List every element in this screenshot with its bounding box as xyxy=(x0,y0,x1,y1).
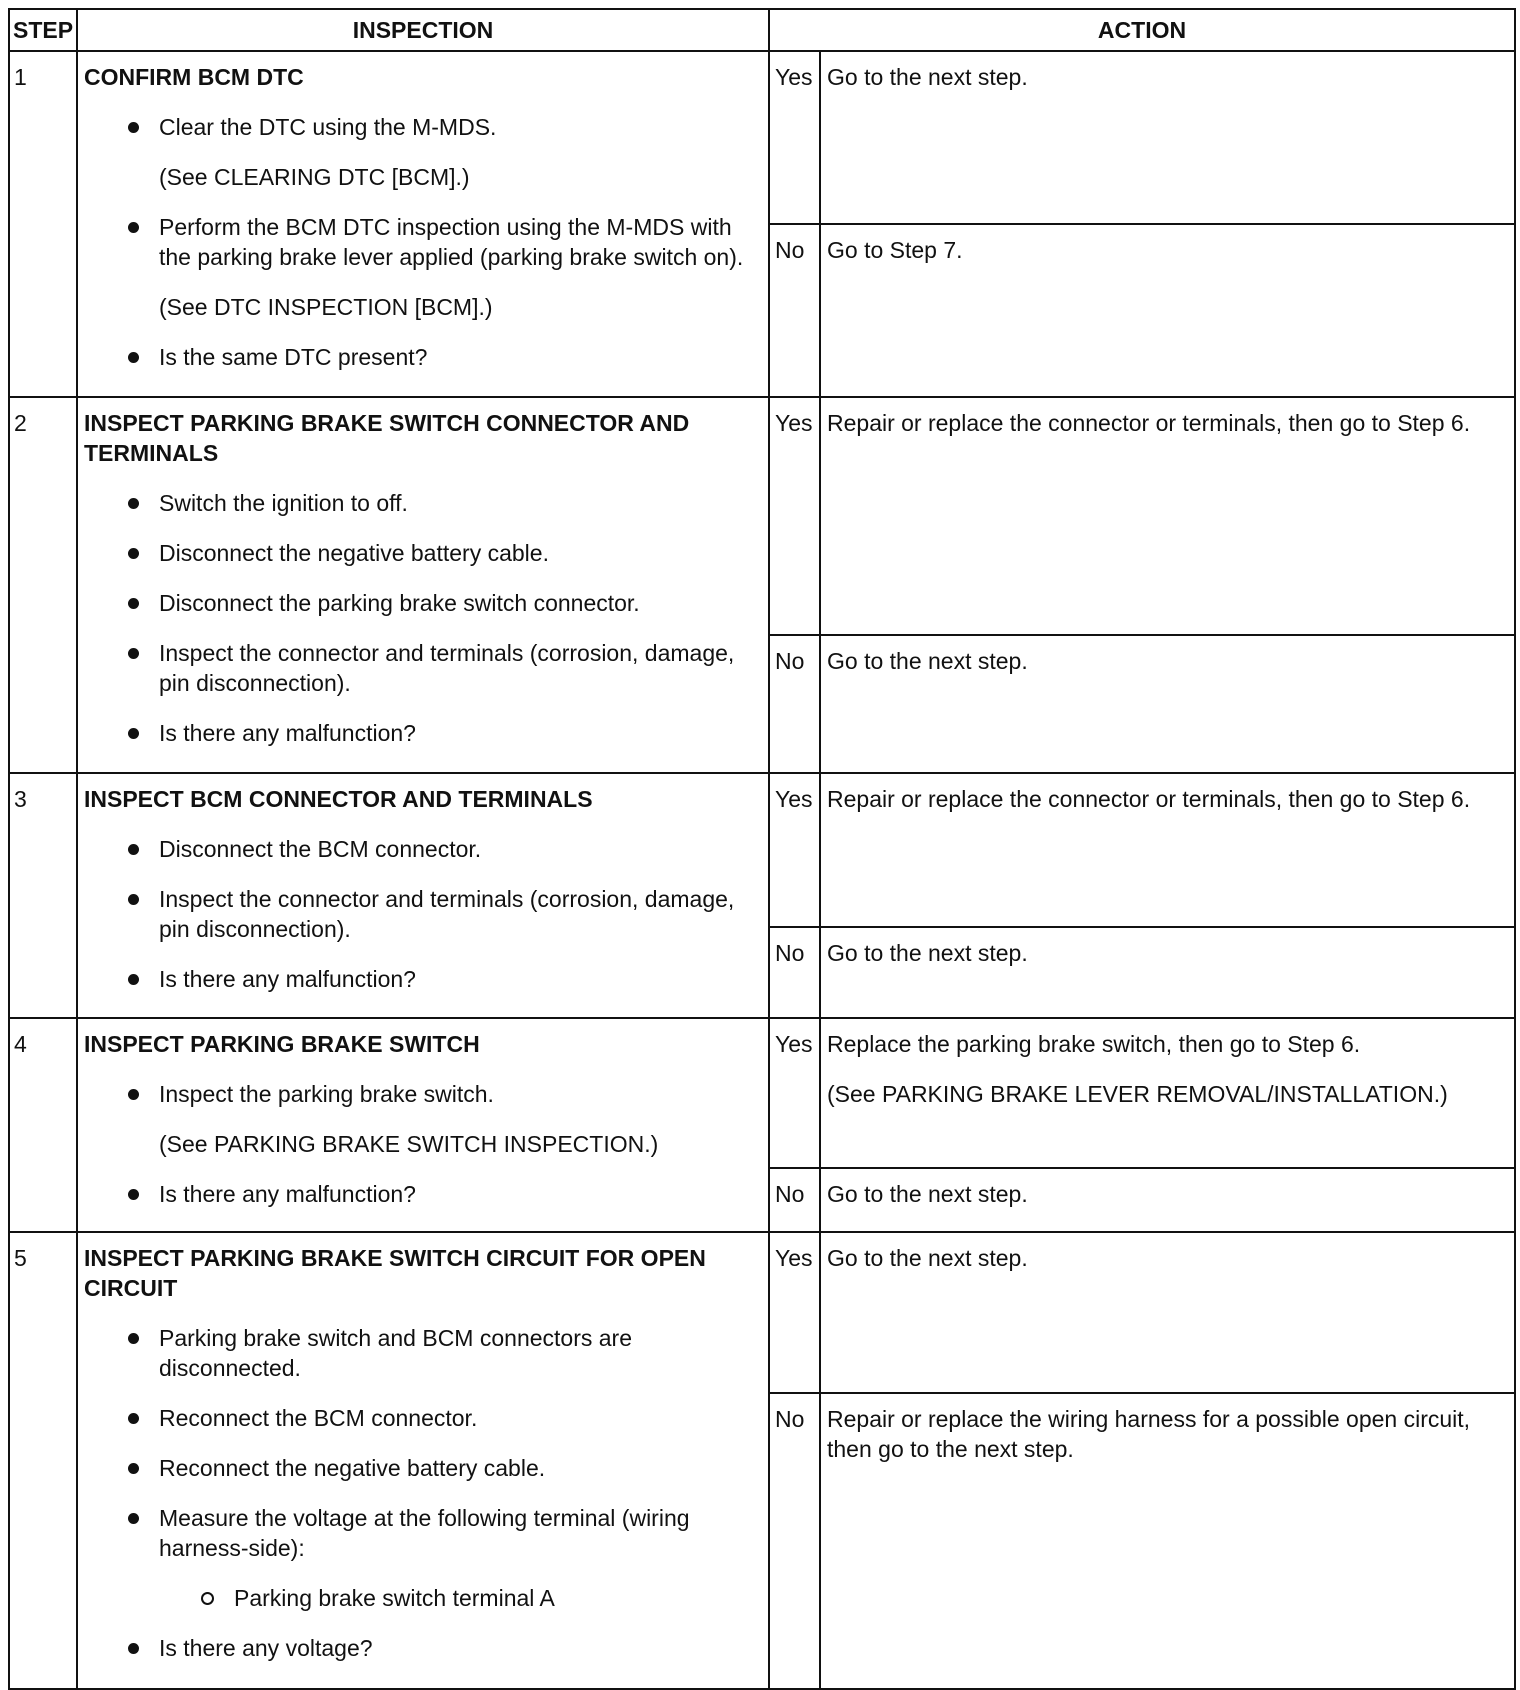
bullet-icon xyxy=(128,1333,139,1344)
bullet-item xyxy=(84,1179,760,1209)
bullet-item xyxy=(84,488,760,518)
bullet-item xyxy=(84,1503,760,1563)
yes-label: Yes xyxy=(769,1232,820,1393)
step-4-yes-row xyxy=(9,1018,1515,1168)
bullet-text: Disconnect the BCM connector. xyxy=(159,835,482,862)
yes-action xyxy=(820,1232,1515,1393)
bullet-item xyxy=(84,342,760,372)
bullet-icon xyxy=(128,1513,139,1524)
inspection-cell xyxy=(77,1232,769,1689)
bullet-icon xyxy=(128,1189,139,1200)
no-label: No xyxy=(769,927,820,1018)
bullet-icon xyxy=(128,1413,139,1424)
action-text: Go to the next step. xyxy=(827,1180,1028,1207)
yes-label: Yes xyxy=(769,773,820,927)
action-text: (See PARKING BRAKE LEVER REMOVAL/INSTALLATION.) xyxy=(827,1080,1448,1107)
bullet-item xyxy=(84,1323,760,1383)
header-step: STEP xyxy=(9,9,77,51)
step-number: 3 xyxy=(9,773,77,1018)
inspection-cell xyxy=(77,51,769,397)
bullet-icon xyxy=(128,352,139,363)
bullet-text: Clear the DTC using the M-MDS. xyxy=(159,114,497,140)
bullet-item xyxy=(84,884,760,944)
bullet-text: Parking brake switch and BCM connectors are disconnected. xyxy=(159,1324,632,1381)
yes-action xyxy=(820,397,1515,635)
bullet-text: Switch the ignition to off. xyxy=(159,489,408,516)
no-label: No xyxy=(769,1393,820,1689)
step-2-yes-row xyxy=(9,397,1515,635)
bullet-text: Inspect the connector and terminals (corrosion, damage, pin disconnection). xyxy=(159,639,735,696)
bullet-text: Is there any malfunction? xyxy=(159,1180,416,1207)
bullet-icon xyxy=(128,122,139,133)
yes-action xyxy=(820,1018,1515,1168)
bullet-icon xyxy=(128,1463,139,1474)
bullet-item xyxy=(84,964,760,994)
yes-label: Yes xyxy=(769,51,820,224)
step-title: INSPECT PARKING BRAKE SWITCH CONNECTOR AND TERMINALS xyxy=(84,409,690,466)
bullet-item xyxy=(84,1453,760,1483)
step-title: CONFIRM BCM DTC xyxy=(84,64,304,90)
bullet-text: Inspect the parking brake switch. xyxy=(159,1080,494,1107)
bullet-text: Is there any voltage? xyxy=(159,1634,373,1661)
bullet-icon xyxy=(128,222,139,233)
header-row xyxy=(9,9,1515,51)
no-action xyxy=(820,224,1515,396)
sub-bullet-item xyxy=(84,1583,760,1613)
step-number: 1 xyxy=(9,51,77,397)
bullet-item xyxy=(84,1633,760,1663)
action-text: Go to Step 7. xyxy=(827,237,963,264)
reference-note: (See DTC INSPECTION [BCM].) xyxy=(159,294,493,320)
bullet-item xyxy=(84,1403,760,1433)
step-number: 5 xyxy=(9,1232,77,1689)
yes-label: Yes xyxy=(769,397,820,635)
bullet-text: Disconnect the negative battery cable. xyxy=(159,539,549,566)
action-text: Repair or replace the connector or terminals, then go to Step 6. xyxy=(827,785,1471,812)
bullet-icon xyxy=(128,598,139,609)
diagnostic-procedure-table xyxy=(8,8,1516,1690)
yes-action xyxy=(820,773,1515,927)
header-action: ACTION xyxy=(769,9,1515,51)
step-title: INSPECT PARKING BRAKE SWITCH xyxy=(84,1030,480,1057)
bullet-text: Is there any malfunction? xyxy=(159,719,416,746)
bullet-item xyxy=(84,538,760,568)
step-5-yes-row xyxy=(9,1232,1515,1393)
bullet-icon xyxy=(128,648,139,659)
bullet-text: Perform the BCM DTC inspection using the M-MDS with the parking brake lever applied (parking brake switch on). xyxy=(159,214,744,270)
inspection-cell xyxy=(77,397,769,773)
reference-note: (See CLEARING DTC [BCM].) xyxy=(159,164,470,190)
no-action xyxy=(820,1168,1515,1232)
action-text: Repair or replace the connector or terminals, then go to Step 6. xyxy=(827,409,1471,436)
no-action xyxy=(820,635,1515,773)
bullet-icon xyxy=(128,728,139,739)
step-title: INSPECT BCM CONNECTOR AND TERMINALS xyxy=(84,785,593,812)
bullet-icon xyxy=(128,974,139,985)
bullet-item xyxy=(84,212,760,272)
step-3-yes-row xyxy=(9,773,1515,927)
header-inspection: INSPECTION xyxy=(77,9,769,51)
action-text: Replace the parking brake switch, then go to Step 6. xyxy=(827,1030,1361,1057)
yes-label: Yes xyxy=(769,1018,820,1168)
bullet-text: Parking brake switch terminal A xyxy=(234,1584,555,1611)
action-text: Repair or replace the wiring harness for a possible open circuit, then go to the next step. xyxy=(827,1406,1471,1463)
bullet-icon xyxy=(128,548,139,559)
step-number: 4 xyxy=(9,1018,77,1232)
bullet-item xyxy=(84,834,760,864)
yes-action xyxy=(820,51,1515,224)
action-text: Go to the next step. xyxy=(827,939,1028,966)
no-label: No xyxy=(769,635,820,773)
inspection-cell xyxy=(77,1018,769,1232)
bullet-text: Reconnect the negative battery cable. xyxy=(159,1454,546,1481)
bullet-icon xyxy=(128,894,139,905)
step-1-yes-row xyxy=(9,51,1515,224)
step-number: 2 xyxy=(9,397,77,773)
bullet-text: Reconnect the BCM connector. xyxy=(159,1404,478,1431)
reference-note: (See PARKING BRAKE SWITCH INSPECTION.) xyxy=(159,1130,659,1157)
bullet-text: Measure the voltage at the following terminal (wiring harness-side): xyxy=(159,1504,690,1561)
bullet-item xyxy=(84,588,760,618)
bullet-item xyxy=(84,638,760,698)
bullet-icon xyxy=(128,1643,139,1654)
no-action xyxy=(820,927,1515,1018)
bullet-text: Is the same DTC present? xyxy=(159,344,428,370)
no-action xyxy=(820,1393,1515,1689)
bullet-item xyxy=(84,112,760,142)
action-text: Go to the next step. xyxy=(827,64,1028,90)
step-title: INSPECT PARKING BRAKE SWITCH CIRCUIT FOR OPEN CIRCUIT xyxy=(84,1244,706,1301)
action-text: Go to the next step. xyxy=(827,1244,1028,1271)
bullet-text: Disconnect the parking brake switch connector. xyxy=(159,589,640,616)
no-label: No xyxy=(769,224,820,396)
bullet-icon xyxy=(128,844,139,855)
bullet-text: Inspect the connector and terminals (corrosion, damage, pin disconnection). xyxy=(159,885,735,942)
action-text: Go to the next step. xyxy=(827,647,1028,674)
bullet-text: Is there any malfunction? xyxy=(159,965,416,992)
bullet-item xyxy=(84,718,760,748)
no-label: No xyxy=(769,1168,820,1232)
inspection-cell xyxy=(77,773,769,1018)
bullet-icon xyxy=(128,498,139,509)
bullet-item xyxy=(84,1079,760,1109)
bullet-icon xyxy=(128,1089,139,1100)
hollow-bullet-icon xyxy=(201,1592,214,1605)
